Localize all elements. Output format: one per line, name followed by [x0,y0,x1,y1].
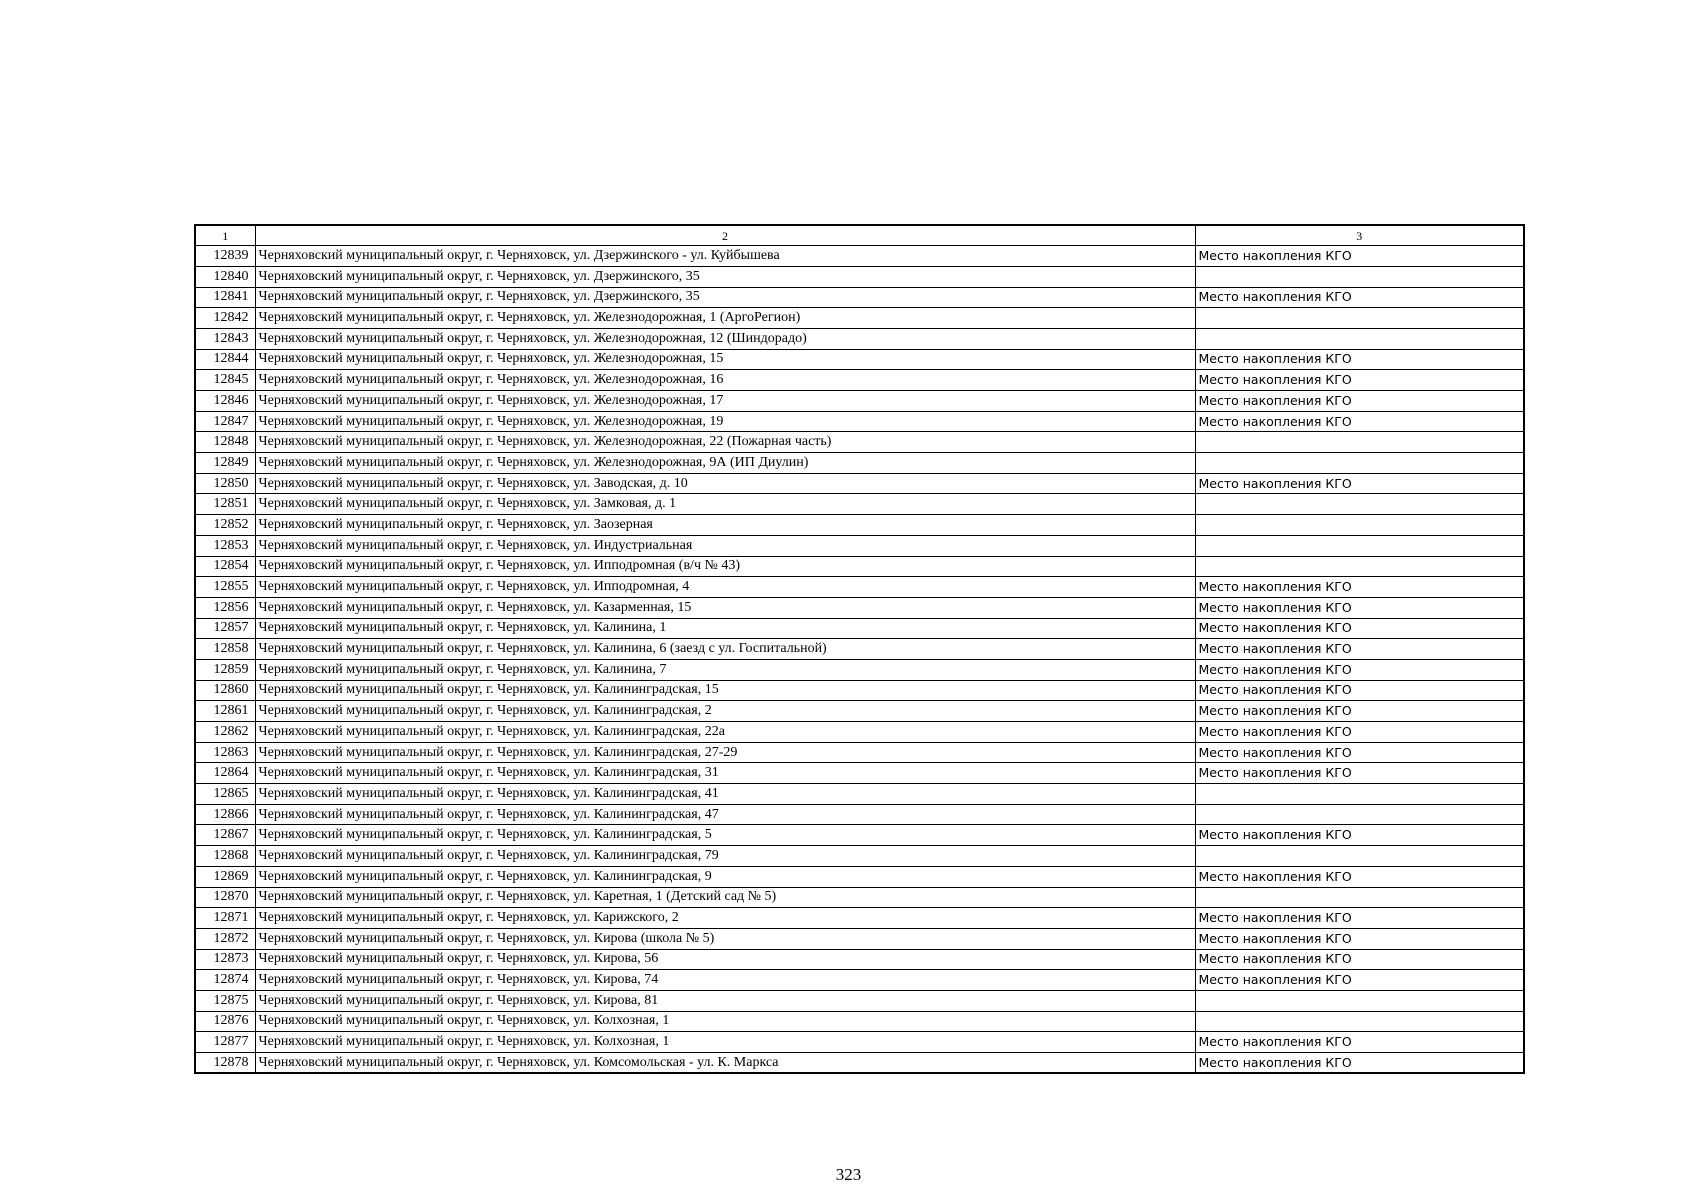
site-type-cell: Место накопления КГО [1195,370,1524,391]
table-row [195,328,1524,349]
address-cell: Черняховский муниципальный округ, г. Черняховск, ул. Дзержинского, 35 [255,287,1195,308]
table-row [195,990,1524,1011]
site-type-cell: Место накопления КГО [1195,391,1524,412]
address-cell: Черняховский муниципальный округ, г. Черняховск, ул. Калининградская, 79 [255,846,1195,867]
address-cell: Черняховский муниципальный округ, г. Черняховск, ул. Кирова, 81 [255,990,1195,1011]
row-number-cell: 12850 [195,473,255,494]
table-row [195,556,1524,577]
row-number-cell: 12860 [195,680,255,701]
site-type-cell: Место накопления КГО [1195,680,1524,701]
table-row [195,742,1524,763]
row-number-cell: 12859 [195,659,255,680]
column-number-3: 3 [1195,225,1524,246]
site-type-cell: Место накопления КГО [1195,349,1524,370]
row-number-cell: 12867 [195,825,255,846]
address-cell: Черняховский муниципальный округ, г. Черняховск, ул. Колхозная, 1 [255,1011,1195,1032]
table-row [195,349,1524,370]
site-type-cell [1195,432,1524,453]
column-number-1: 1 [195,225,255,246]
address-cell: Черняховский муниципальный округ, г. Черняховск, ул. Железнодорожная, 9А (ИП Диулин) [255,453,1195,474]
table-row [195,846,1524,867]
address-cell: Черняховский муниципальный округ, г. Черняховск, ул. Кирова, 56 [255,949,1195,970]
site-type-cell [1195,453,1524,474]
address-cell: Черняховский муниципальный округ, г. Черняховск, ул. Заводская, д. 10 [255,473,1195,494]
table-row [195,1011,1524,1032]
address-cell: Черняховский муниципальный округ, г. Черняховск, ул. Железнодорожная, 19 [255,411,1195,432]
table-row [195,577,1524,598]
table-row [195,784,1524,805]
table-row [195,970,1524,991]
table-row [195,287,1524,308]
address-cell: Черняховский муниципальный округ, г. Черняховск, ул. Калининградская, 5 [255,825,1195,846]
row-number-cell: 12869 [195,866,255,887]
site-type-cell: Место накопления КГО [1195,866,1524,887]
address-cell: Черняховский муниципальный округ, г. Черняховск, ул. Казарменная, 15 [255,597,1195,618]
table-row [195,804,1524,825]
address-cell: Черняховский муниципальный округ, г. Черняховск, ул. Железнодорожная, 16 [255,370,1195,391]
site-type-cell: Место накопления КГО [1195,618,1524,639]
site-type-cell: Место накопления КГО [1195,411,1524,432]
address-cell: Черняховский муниципальный округ, г. Черняховск, ул. Калининградская, 2 [255,701,1195,722]
table-row [195,308,1524,329]
site-type-cell: Место накопления КГО [1195,763,1524,784]
site-type-cell: Место накопления КГО [1195,908,1524,929]
table-row [195,494,1524,515]
row-number-cell: 12855 [195,577,255,598]
row-number-cell: 12874 [195,970,255,991]
site-type-cell: Место накопления КГО [1195,825,1524,846]
row-number-cell: 12876 [195,1011,255,1032]
site-type-cell: Место накопления КГО [1195,246,1524,267]
address-cell: Черняховский муниципальный округ, г. Черняховск, ул. Ипподромная (в/ч № 43) [255,556,1195,577]
row-number-cell: 12862 [195,722,255,743]
site-type-cell: Место накопления КГО [1195,742,1524,763]
address-cell: Черняховский муниципальный округ, г. Черняховск, ул. Каретная, 1 (Детский сад № 5) [255,887,1195,908]
address-cell: Черняховский муниципальный округ, г. Черняховск, ул. Колхозная, 1 [255,1032,1195,1053]
table-row [195,928,1524,949]
table-row [195,453,1524,474]
site-type-cell: Место накопления КГО [1195,949,1524,970]
site-type-cell: Место накопления КГО [1195,722,1524,743]
address-cell: Черняховский муниципальный округ, г. Черняховск, ул. Карижского, 2 [255,908,1195,929]
table-row [195,618,1524,639]
address-cell: Черняховский муниципальный округ, г. Черняховск, ул. Калинина, 1 [255,618,1195,639]
row-number-cell: 12878 [195,1053,255,1074]
address-cell: Черняховский муниципальный округ, г. Черняховск, ул. Индустриальная [255,535,1195,556]
row-number-cell: 12846 [195,391,255,412]
table-row [195,515,1524,536]
table-row [195,722,1524,743]
row-number-cell: 12877 [195,1032,255,1053]
table-row [195,639,1524,660]
address-cell: Черняховский муниципальный округ, г. Черняховск, ул. Комсомольская - ул. К. Маркса [255,1053,1195,1074]
row-number-cell: 12865 [195,784,255,805]
table-row [195,825,1524,846]
site-type-cell [1195,515,1524,536]
address-cell: Черняховский муниципальный округ, г. Черняховск, ул. Железнодорожная, 1 (АргоРегион) [255,308,1195,329]
site-type-cell: Место накопления КГО [1195,970,1524,991]
column-number-2: 2 [255,225,1195,246]
address-cell: Черняховский муниципальный округ, г. Черняховск, ул. Железнодорожная, 15 [255,349,1195,370]
address-cell: Черняховский муниципальный округ, г. Черняховск, ул. Дзержинского, 35 [255,266,1195,287]
address-cell: Черняховский муниципальный округ, г. Черняховск, ул. Калининградская, 22а [255,722,1195,743]
address-cell: Черняховский муниципальный округ, г. Черняховск, ул. Дзержинского - ул. Куйбышева [255,246,1195,267]
row-number-cell: 12848 [195,432,255,453]
address-cell: Черняховский муниципальный округ, г. Черняховск, ул. Калининградская, 9 [255,866,1195,887]
site-type-cell: Место накопления КГО [1195,287,1524,308]
row-number-cell: 12843 [195,328,255,349]
table-row [195,1032,1524,1053]
row-number-cell: 12852 [195,515,255,536]
row-number-cell: 12844 [195,349,255,370]
table-row [195,1053,1524,1074]
site-type-cell [1195,1011,1524,1032]
registry-table-body [195,225,1524,1073]
row-number-cell: 12875 [195,990,255,1011]
site-type-cell: Место накопления КГО [1195,659,1524,680]
table-header-row [195,225,1524,246]
site-type-cell: Место накопления КГО [1195,701,1524,722]
address-cell: Черняховский муниципальный округ, г. Черняховск, ул. Калининградская, 27-29 [255,742,1195,763]
table-row [195,887,1524,908]
site-type-cell [1195,846,1524,867]
table-row [195,597,1524,618]
table-row [195,473,1524,494]
address-cell: Черняховский муниципальный округ, г. Черняховск, ул. Калининградская, 15 [255,680,1195,701]
address-cell: Черняховский муниципальный округ, г. Черняховск, ул. Калинина, 6 (заезд с ул. Госпитальной) [255,639,1195,660]
site-type-cell: Место накопления КГО [1195,597,1524,618]
site-type-cell: Место накопления КГО [1195,639,1524,660]
address-cell: Черняховский муниципальный округ, г. Черняховск, ул. Калининградская, 41 [255,784,1195,805]
site-type-cell: Место накопления КГО [1195,1032,1524,1053]
row-number-cell: 12872 [195,928,255,949]
page-number: 323 [835,1165,862,1184]
row-number-cell: 12861 [195,701,255,722]
row-number-cell: 12870 [195,887,255,908]
row-number-cell: 12854 [195,556,255,577]
row-number-cell: 12839 [195,246,255,267]
row-number-cell: 12873 [195,949,255,970]
row-number-cell: 12857 [195,618,255,639]
row-number-cell: 12858 [195,639,255,660]
site-type-cell [1195,266,1524,287]
table-row [195,391,1524,412]
site-type-cell: Место накопления КГО [1195,577,1524,598]
row-number-cell: 12853 [195,535,255,556]
table-row [195,432,1524,453]
table-row [195,763,1524,784]
table-row [195,680,1524,701]
site-type-cell [1195,494,1524,515]
address-cell: Черняховский муниципальный округ, г. Черняховск, ул. Кирова, 74 [255,970,1195,991]
table-row [195,246,1524,267]
address-cell: Черняховский муниципальный округ, г. Черняховск, ул. Калининградская, 31 [255,763,1195,784]
site-type-cell: Место накопления КГО [1195,1053,1524,1074]
row-number-cell: 12847 [195,411,255,432]
row-number-cell: 12868 [195,846,255,867]
site-type-cell [1195,535,1524,556]
site-type-cell [1195,887,1524,908]
row-number-cell: 12851 [195,494,255,515]
row-number-cell: 12856 [195,597,255,618]
address-cell: Черняховский муниципальный округ, г. Черняховск, ул. Ипподромная, 4 [255,577,1195,598]
row-number-cell: 12849 [195,453,255,474]
address-cell: Черняховский муниципальный округ, г. Черняховск, ул. Железнодорожная, 22 (Пожарная часть) [255,432,1195,453]
table-row [195,908,1524,929]
row-number-cell: 12871 [195,908,255,929]
table-row [195,266,1524,287]
row-number-cell: 12866 [195,804,255,825]
table-row [195,701,1524,722]
site-type-cell: Место накопления КГО [1195,928,1524,949]
table-row [195,659,1524,680]
site-type-cell [1195,308,1524,329]
address-cell: Черняховский муниципальный округ, г. Черняховск, ул. Калинина, 7 [255,659,1195,680]
table-row [195,866,1524,887]
site-type-cell [1195,804,1524,825]
table-row [195,535,1524,556]
address-cell: Черняховский муниципальный округ, г. Черняховск, ул. Железнодорожная, 12 (Шиндорадо) [255,328,1195,349]
row-number-cell: 12841 [195,287,255,308]
site-type-cell: Место накопления КГО [1195,473,1524,494]
address-cell: Черняховский муниципальный округ, г. Черняховск, ул. Кирова (школа № 5) [255,928,1195,949]
address-cell: Черняховский муниципальный округ, г. Черняховск, ул. Замковая, д. 1 [255,494,1195,515]
row-number-cell: 12864 [195,763,255,784]
row-number-cell: 12845 [195,370,255,391]
registry-table [194,224,1525,1074]
site-type-cell [1195,328,1524,349]
address-cell: Черняховский муниципальный округ, г. Черняховск, ул. Калининградская, 47 [255,804,1195,825]
site-type-cell [1195,556,1524,577]
row-number-cell: 12842 [195,308,255,329]
site-type-cell [1195,990,1524,1011]
table-row [195,411,1524,432]
row-number-cell: 12863 [195,742,255,763]
row-number-cell: 12840 [195,266,255,287]
address-cell: Черняховский муниципальный округ, г. Черняховск, ул. Заозерная [255,515,1195,536]
address-cell: Черняховский муниципальный округ, г. Черняховск, ул. Железнодорожная, 17 [255,391,1195,412]
table-row [195,370,1524,391]
site-type-cell [1195,784,1524,805]
table-row [195,949,1524,970]
